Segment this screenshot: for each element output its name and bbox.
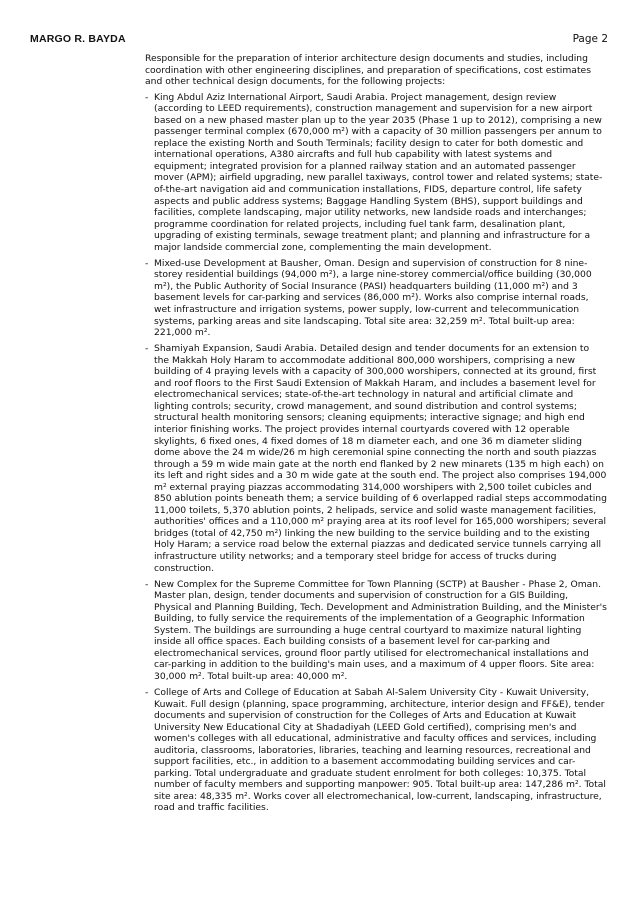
intro-paragraph: Responsible for the preparation of interior architecture design documents and studies, including coordination with other engineering disciplines, and preparation of specifications, cost estimates and other technical design documents, for the following projects: (145, 53, 591, 88)
document-body (145, 53, 607, 819)
project-description: King Abdul Aziz International Airport, Saudi Arabia. Project management, design review (according to LEED requirements), construction management and supervision for a new airport based on a new phased master plan up to the year 2035 (Phase 1 up to 2012), comprising a new passenger terminal complex (670,000 m²) with a capacity of 30 million passengers per annum to replace the existing North and South Terminals; facility design to cater for both domestic and international operations, A380 aircrafts and full hub capability with latest systems and equipment; integrated provision for a planned railway station and an automated passenger mover (APM); airfield upgrading, new parallel taxiways, control tower and related systems; state-of-the-art navigation aid and communication installations, FIDS, departure control, life safety aspects and public address systems; Baggage Handling System (BHS), support buildings and facilities, complete landscaping, major utility networks, new landside roads and interchanges; programme coordination for related projects, including fuel tank farm, desalination plant, upgrading of existing terminals, sewage treatment plant; and planning and infrastructure for a major landside commercial zone, complementing the main development. (154, 91, 603, 253)
bullet-dash: - (145, 257, 149, 269)
bullet-dash: - (145, 578, 149, 590)
author-name: MARGO R. BAYDA (30, 33, 126, 45)
project-item (145, 343, 607, 574)
bullet-dash: - (145, 686, 149, 698)
project-description: New Complex for the Supreme Committee for Town Planning (SCTP) at Bausher - Phase 2, Oman. Master plan, design, tender documents and supervision of construction for a GIS Building, Physical and Planning Building, Tech. Development and Administration Building, and the Minister's Building, to fully service the requirements of the implementation of a Geographic Information System. The buildings are surrounding a huge central courtyard to maximize natural lighting inside all office spaces. Each building consists of a basement level for car-parking and electromechanical services, ground floor partly utilised for electromechanical installations and car-parking in addition to the building's main uses, and a maximum of 4 upper floors. Site area: 30,000 m². Total built-up area: 40,000 m². (154, 578, 607, 682)
bullet-dash: - (145, 91, 149, 103)
project-item (145, 579, 607, 683)
project-item (145, 687, 607, 814)
project-description: Mixed-use Development at Bausher, Oman. Design and supervision of construction for 8 nine-storey residential buildings (94,000 m²), a large nine-storey commercial/office building (30,000 m²), the Public Authority of Social Insurance (PASI) headquarters building (11,000 m²) and 3 basement levels for car-parking and services (86,000 m²). Works also comprise internal roads, wet infrastructure and irrigation systems, power supply, low-current and telecommunication systems, parking areas and site landscaping. Total site area: 32,259 m². Total built-up area: 221,000 m². (154, 257, 592, 339)
page-number: Page 2 (572, 33, 608, 45)
page-header (30, 33, 608, 47)
project-description: College of Arts and College of Education at Sabah Al-Salem University City - Kuwait University, Kuwait. Full design (planning, space programming, architecture, interior design and FF&E), tender documents and supervision of construction for the Colleges of Arts and Education at Kuwait University New Educational City at Shadadiyah (LEED Gold certified), comprising men's and women's colleges with all educational, administrative and faculty offices and services, including auditoria, classrooms, laboratories, libraries, teaching and learning resources, recreational and support facilities, etc., in addition to a basement accommodating building services and car-parking. Total undergraduate and graduate student enrolment for both colleges: 10,375. Total number of faculty members and supporting manpower: 905. Total built-up area: 147,286 m². Total site area: 48,335 m². Works cover all electromechanical, low-current, landscaping, infrastructure, road and traffic facilities. (154, 686, 606, 814)
project-item (145, 92, 607, 254)
project-item (145, 258, 607, 339)
project-list (145, 92, 607, 814)
project-description: Shamiyah Expansion, Saudi Arabia. Detailed design and tender documents for an extension to the Makkah Holy Haram to accommodate additional 800,000 worshipers, comprising a new building of 4 praying levels with a capacity of 300,000 worshipers, connected at its ground, first and roof floors to the First Saudi Extension of Makkah Haram, and includes a basement level for electromechanical services; state-of-the-art technology in natural and artificial climate and lighting controls; security, crowd management, and sound distribution and control systems; structural health monitoring sensors; cleaning equipments; interactive signage; and high end interior finishing works. The project provides internal courtyards covered with 12 operable skylights, 6 fixed ones, 4 fixed domes of 18 m diameter each, and one 36 m diameter sliding dome above the 24 m wide/26 m high ceremonial spine connecting the north and south piazzas through a 59 m wide main gate at the north end flanked by 2 new minarets (135 m high each) on its left and right sides and a 30 m wide gate at the south end. The project also comprises 194,000 m² external praying piazzas accommodating 314,000 worshipers with 2,500 toilet cubicles and 850 ablution points beneath them; a service building of 6 overlapped radial steps accommodating 11,000 toilets, 5,370 ablution points, 2 helipads, service and solid waste management facilities, authorities' offices and a 110,000 m² praying area at its roof level for 165,000 worshipers; several bridges (total of 42,750 m²) linking the new building to the service building and to the existing Holy Haram; a service road below the external piazzas and dedicated service tunnels carrying all infrastructure utility networks; and a temporary steel bridge for access of trucks during construction. (154, 343, 607, 574)
bullet-dash: - (145, 343, 149, 355)
